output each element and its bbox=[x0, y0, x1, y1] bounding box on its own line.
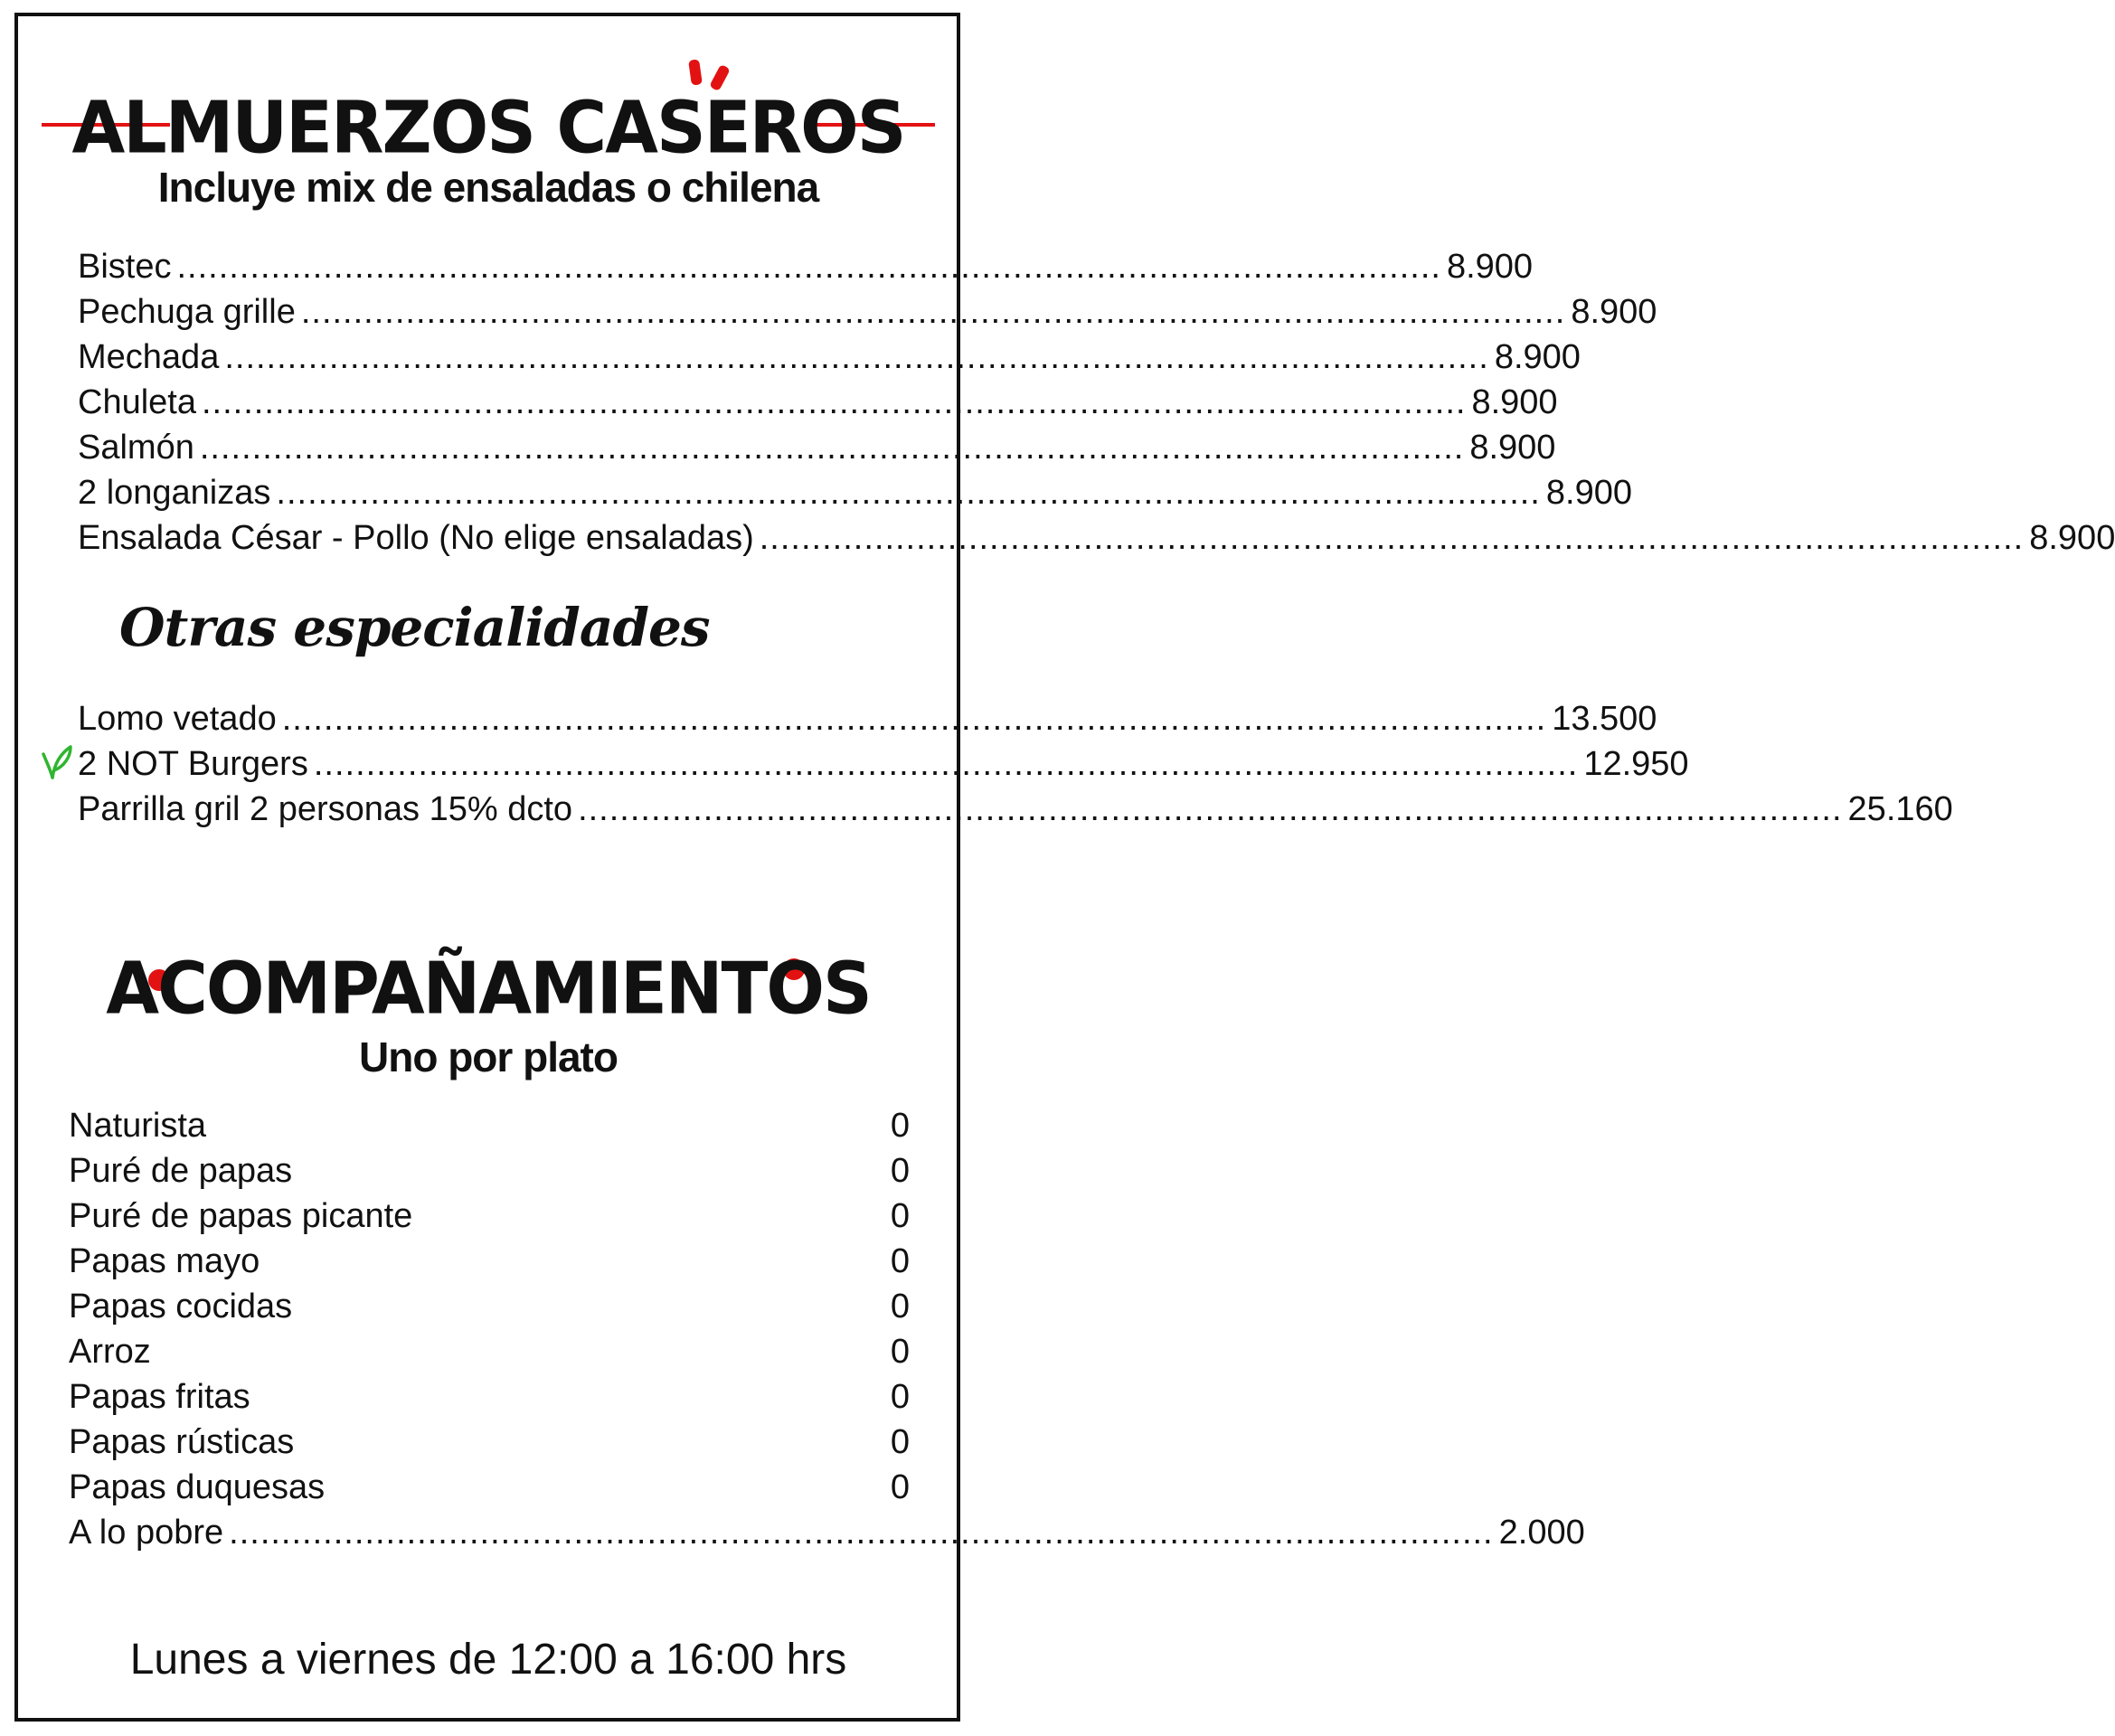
list-item: Papas rústicas 0 bbox=[69, 1420, 910, 1465]
price: 8.900 bbox=[1469, 429, 1556, 467]
section-subtitle-almuerzos: Incluye mix de ensaladas o chilena bbox=[157, 164, 819, 211]
price: 8.900 bbox=[1471, 383, 1558, 421]
section-title-acompanamientos: ACOMPAÑAMIENTOS bbox=[106, 945, 871, 1031]
list-item: Bistec ......................................................................................................................... 8.900 bbox=[78, 244, 921, 289]
price: 0 bbox=[890, 1333, 910, 1371]
dot-leader: ......................................................................................................................... bbox=[201, 383, 1467, 421]
acompanamientos-list bbox=[69, 1103, 1585, 1555]
price: 8.900 bbox=[1494, 338, 1581, 376]
dot-leader: ......................................................................................................................... bbox=[300, 293, 1566, 331]
price: 8.900 bbox=[1446, 248, 1534, 286]
list-item: 2 NOT Burgers ......................................................................................................................... 12.950 bbox=[78, 741, 921, 787]
dot-leader: ......................................................................................................................... bbox=[281, 700, 1547, 738]
dot-leader: ......................................................................................................................... bbox=[224, 338, 1489, 376]
list-item: Arroz 0 bbox=[69, 1329, 910, 1374]
price: 8.900 bbox=[2029, 519, 2115, 557]
list-item: Lomo vetado ......................................................................................................................... 13.500 bbox=[78, 696, 921, 741]
list-item: Chuleta ......................................................................................................................... 8.900 bbox=[78, 380, 921, 425]
list-item: Ensalada César - Pollo (No elige ensaladas) ......................................................................................................................... 8.900 bbox=[78, 515, 921, 561]
dot-leader: ......................................................................................................................... bbox=[759, 519, 2025, 557]
price: 0 bbox=[890, 1468, 910, 1506]
list-item: Mechada ......................................................................................................................... 8.900 bbox=[78, 335, 921, 380]
price: 8.900 bbox=[1545, 474, 1632, 512]
price: 12.950 bbox=[1583, 745, 1689, 783]
almuerzos-list bbox=[78, 244, 2115, 561]
dot-leader: ......................................................................................................................... bbox=[276, 474, 1541, 512]
footer-hours: Lunes a viernes de 12:00 a 16:00 hrs bbox=[129, 1636, 847, 1684]
especialidades-list bbox=[78, 696, 1953, 832]
price: 8.900 bbox=[1571, 293, 1657, 331]
list-item: Parrilla gril 2 personas 15% dcto ......................................................................................................................... 25.160 bbox=[78, 787, 921, 832]
list-item: Puré de papas 0 bbox=[69, 1148, 910, 1194]
price: 25.160 bbox=[1847, 790, 1953, 828]
list-item: 2 longanizas ......................................................................................................................... 8.900 bbox=[78, 470, 921, 515]
list-item: Papas fritas 0 bbox=[69, 1374, 910, 1420]
price: 13.500 bbox=[1552, 700, 1657, 738]
list-item: Naturista 0 bbox=[69, 1103, 910, 1148]
price: 0 bbox=[890, 1378, 910, 1416]
list-item: A lo pobre ......................................................................................................................... 2.000 bbox=[69, 1510, 910, 1555]
price: 0 bbox=[890, 1197, 910, 1235]
dot-leader: ......................................................................................................................... bbox=[229, 1514, 1494, 1552]
section-title-almuerzos: ALMUERZOS CASEROS bbox=[71, 84, 905, 170]
leaf-icon bbox=[40, 743, 72, 779]
price: 0 bbox=[890, 1288, 910, 1326]
price: 0 bbox=[890, 1242, 910, 1280]
price: 0 bbox=[890, 1152, 910, 1190]
dot-leader: ......................................................................................................................... bbox=[199, 429, 1465, 467]
dot-leader: ......................................................................................................................... bbox=[313, 745, 1579, 783]
list-item: Papas mayo 0 bbox=[69, 1239, 910, 1284]
list-item: Pechuga grille ......................................................................................................................... 8.900 bbox=[78, 289, 921, 335]
price: 0 bbox=[890, 1107, 910, 1145]
dot-leader: ......................................................................................................................... bbox=[578, 790, 1843, 828]
list-item: Papas cocidas 0 bbox=[69, 1284, 910, 1329]
list-item: Papas duquesas 0 bbox=[69, 1465, 910, 1510]
dot-leader: ......................................................................................................................... bbox=[176, 248, 1441, 286]
list-item: Puré de papas picante 0 bbox=[69, 1194, 910, 1239]
section-subtitle-acompanamientos: Uno por plato bbox=[359, 1033, 618, 1080]
list-item: Salmón ......................................................................................................................... 8.900 bbox=[78, 425, 921, 470]
section-title-especialidades: Otras especialidades bbox=[119, 597, 710, 658]
price: 2.000 bbox=[1498, 1514, 1585, 1552]
price: 0 bbox=[890, 1423, 910, 1461]
